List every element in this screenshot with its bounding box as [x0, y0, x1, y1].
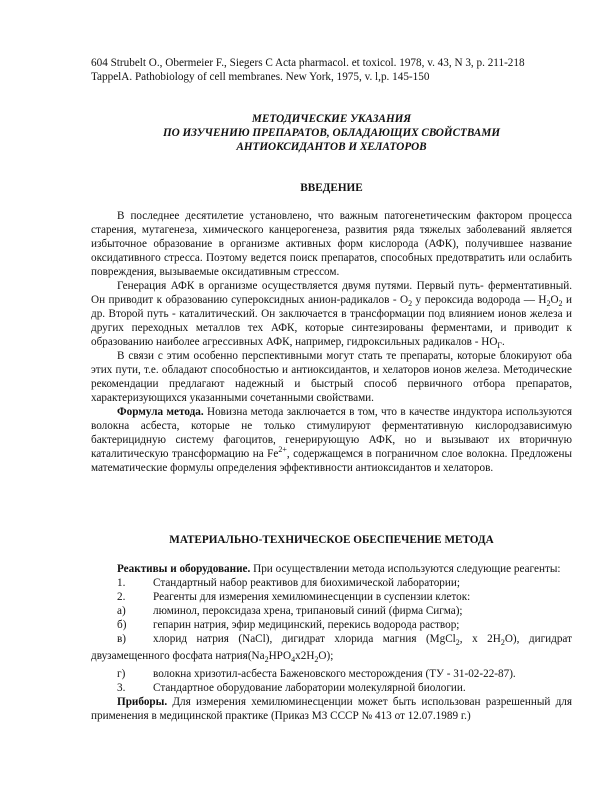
- list-item: [91, 590, 572, 604]
- text-run: хлорид натрия (NaCl), дигидрат хлорида магния (MgCl: [153, 633, 456, 645]
- text-run: Для измерения хемилюминесценции может быть использован разрешенный для применения в медицинской практике (Приказ МЗ СССР № 413 от 12.07.1989 г.): [91, 696, 572, 722]
- paragraph: [91, 405, 572, 475]
- subscript: 2: [408, 299, 413, 308]
- list-item: [91, 667, 572, 681]
- paragraph: В связи с этим особенно перспективными могут стать те препараты, которые блокируют оба этих пути, т.е. обладают способностью и антиоксидантов, и хелаторов ионов железа. Методические рекомендации предлагают надежный и быстрый способ первичного отбора препаратов, характеризующихся указанными сочетанными свойствами.: [91, 350, 572, 404]
- text-run: Генерация АФК в организме осуществляется двумя путями. Первый путь- ферментативный. Он приводит к образованию супероксидных анион-радикалов - О: [91, 280, 572, 306]
- list-item: [91, 576, 572, 590]
- list-text: Стандартный набор реактивов для биохимической лаборатории;: [153, 577, 460, 589]
- list-item: [91, 632, 572, 646]
- title-line: ПО ИЗУЧЕНИЮ ПРЕПАРАТОВ, ОБЛАДАЮЩИХ СВОЙСТВАМИ: [162, 127, 501, 139]
- subscript: 4: [291, 655, 296, 664]
- list-number: 1.: [117, 577, 126, 589]
- text-run: О: [550, 294, 559, 306]
- list-text: люминол, пероксидаза хрена, трипановый синий (фирма Сигма);: [153, 605, 463, 617]
- text-run: Новизна метода заключается в том, что в качестве индуктора используются волокна асбеста, которые не только стимулируют ферментативную кислородзависимую бактерицидную систему фагоцитов, генерирующую АФК, но и вызывают их вторичную каталитическую трансформацию на Fe: [91, 406, 572, 460]
- list-continuation: [91, 649, 572, 663]
- devices-label: Приборы.: [117, 696, 168, 708]
- text-run: О);: [318, 650, 334, 662]
- text-run: у пероксида водорода — Н: [412, 294, 547, 306]
- list-item: [91, 604, 572, 618]
- list-number: 2.: [117, 591, 126, 603]
- subscript: 2: [455, 638, 460, 647]
- reference-list: [91, 56, 572, 84]
- list-text: Стандартное оборудование лаборатории молекулярной биологии.: [153, 682, 466, 694]
- text-run: двузамещенного фосфата натрия(Na: [91, 650, 265, 662]
- list-number: 3.: [117, 682, 126, 694]
- intro-heading: ВВЕДЕНИЕ: [300, 182, 363, 194]
- subscript: 2: [546, 299, 551, 308]
- text-run: О), дигидрат: [504, 633, 572, 645]
- materials-heading: МАТЕРИАЛЬНО-ТЕХНИЧЕСКОЕ ОБЕСПЕЧЕНИЕ МЕТОДА: [169, 534, 494, 546]
- list-text: волокна хризотил-асбеста Баженовского месторождения (ТУ - 31-02-22-87).: [153, 668, 516, 680]
- subscript: 2: [264, 655, 269, 664]
- document-title: [91, 112, 572, 154]
- paragraph: [91, 562, 572, 576]
- reference-item: 604 Strubelt O., Obermeier F., Siegers C Acta pharmacol. et toxicol. 1978, v. 43, N 3, p. 211-218: [91, 57, 525, 69]
- text-run: и др. Второй путь - каталитический. Он заключается в трансформации под влиянием ионов железа и других переходных металлов тех АФК, которые синтезированы ферментами, и приводит к образованию наиболее агрессивных АФК, например, гидроксильных радикалов - НО: [91, 294, 572, 348]
- subscript: Г: [497, 341, 503, 350]
- subscript: 2: [500, 638, 505, 647]
- title-line: АНТИОКСИДАНТОВ И ХЕЛАТОРОВ: [236, 141, 427, 153]
- text-run: При осуществлении метода используются следующие реагенты:: [250, 563, 561, 575]
- reference-item: TappelA. Pathobiology of cell membranes. New York, 1975, v. l,p. 145-150: [91, 71, 430, 83]
- reagents-label: Реактивы и оборудование.: [117, 563, 251, 575]
- superscript: 2+: [278, 445, 287, 454]
- list-number: г): [117, 668, 126, 680]
- subscript: 2: [314, 655, 319, 664]
- formula-label: Формула метода.: [117, 406, 204, 418]
- paragraph: [91, 695, 572, 723]
- text-run: , х 2Н: [459, 633, 501, 645]
- text-run: , содержащемся в пограничном слое волокна. Предложены математические формулы определения эффективности антиоксидантов и хелаторов.: [91, 448, 572, 474]
- list-number: в): [117, 633, 127, 645]
- text-run: .: [502, 336, 505, 348]
- list-number: б): [117, 619, 127, 631]
- paragraph: В последнее десятилетие установлено, что важным патогенетическим фактором процесса старения, мутагенеза, химического канцерогенеза, развития ряда тяжелых заболеваний является избыточное образование в организме активных форм кислорода (АФК), получившее название оксидативного стресса. Поэтому ведется поиск препаратов, способных предотвратить или ослабить повреждения, вызываемые оксидативным стрессом.: [91, 210, 572, 278]
- paragraph: [91, 279, 572, 349]
- list-item: [91, 681, 572, 695]
- list-text: Реагенты для измерения хемилюминесценции в суспензии клеток:: [153, 591, 471, 603]
- list-number: а): [117, 605, 126, 617]
- text-run: х2Н: [295, 650, 315, 662]
- list-text: гепарин натрия, эфир медицинский, перекись водорода раствор;: [153, 619, 460, 631]
- intro-section: [91, 209, 572, 475]
- text-run: НРО: [268, 650, 292, 662]
- list-text: [153, 632, 572, 646]
- materials-section: [91, 562, 572, 723]
- title-line: МЕТОДИЧЕСКИЕ УКАЗАНИЯ: [251, 113, 412, 125]
- subscript: 2: [558, 299, 563, 308]
- list-item: [91, 618, 572, 632]
